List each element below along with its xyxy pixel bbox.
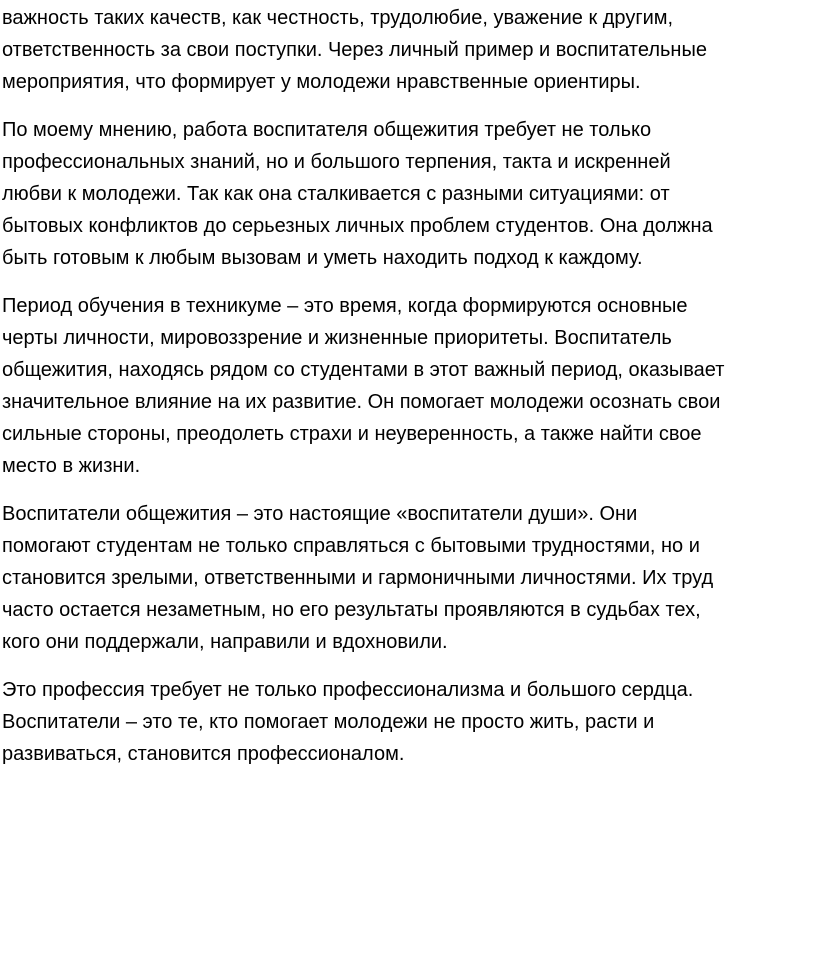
- text-line: профессиональных знаний, но и большого терпения, такта и искренней: [2, 151, 671, 173]
- text-line: Период обучения в техникуме – это время, когда формируются основные: [2, 295, 688, 317]
- text-line: черты личности, мировоззрение и жизненные приоритеты. Воспитатель: [2, 327, 672, 349]
- paragraph-4: [2, 498, 814, 658]
- paragraph-2: [2, 114, 814, 274]
- text-line: быть готовым к любым вызовам и уметь находить подход к каждому.: [2, 247, 643, 269]
- text-line: место в жизни.: [2, 455, 141, 477]
- text-line: становится зрелыми, ответственными и гармоничными личностями. Их труд: [2, 567, 714, 589]
- text-line: По моему мнению, работа воспитателя общежития требует не только: [2, 119, 652, 141]
- text-line: сильные стороны, преодолеть страхи и неуверенность, а также найти свое: [2, 423, 702, 445]
- text-line: важность таких качеств, как честность, трудолюбие, уважение к другим,: [2, 7, 674, 29]
- text-line: помогают студентам не только справляться с бытовыми трудностями, но и: [2, 535, 700, 557]
- text-line: часто остается незаметным, но его результаты проявляются в судьбах тех,: [2, 599, 701, 621]
- text-line: Это профессия требует не только профессионализма и большого сердца.: [2, 679, 694, 701]
- text-line: бытовых конфликтов до серьезных личных проблем студентов. Она должна: [2, 215, 713, 237]
- text-line: мероприятия, что формирует у молодежи нравственные ориентиры.: [2, 71, 641, 93]
- text-line: кого они поддержали, направили и вдохновили.: [2, 631, 448, 653]
- text-line: Воспитатели – это те, кто помогает молодежи не просто жить, расти и: [2, 711, 655, 733]
- paragraph-3: [2, 290, 814, 482]
- text-line: значительное влияние на их развитие. Он помогает молодежи осознать свои: [2, 391, 721, 413]
- text-line: любви к молодежи. Так как она сталкивается с разными ситуациями: от: [2, 183, 670, 205]
- text-line: ответственность за свои поступки. Через личный пример и воспитательные: [2, 39, 707, 61]
- text-line: развиваться, становится профессионалом.: [2, 743, 405, 765]
- text-line: Воспитатели общежития – это настоящие «воспитатели души». Они: [2, 503, 638, 525]
- document-page: [2, 2, 814, 962]
- text-line: общежития, находясь рядом со студентами в этот важный период, оказывает: [2, 359, 725, 381]
- paragraph-5: [2, 674, 814, 770]
- paragraph-1: [2, 2, 814, 98]
